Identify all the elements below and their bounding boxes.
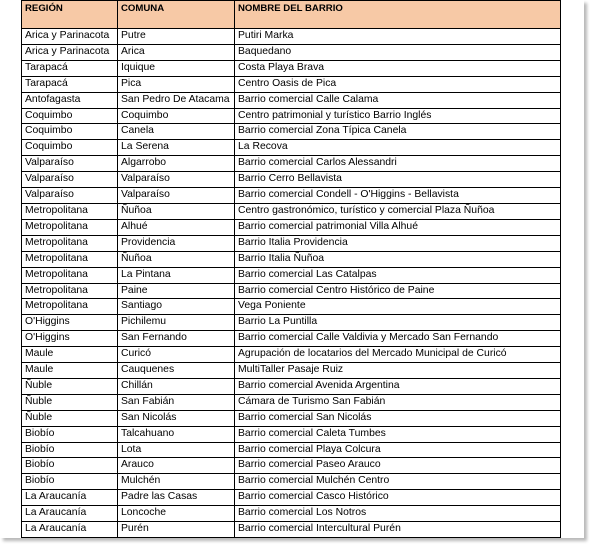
table-header [22,1,561,29]
cell-barrio: Barrio comercial Zona Típica Canela [235,124,561,140]
table-row [22,283,561,299]
cell-region: Coquimbo [22,108,118,124]
cell-region: Tarapacá [22,60,118,76]
table-row [22,29,561,45]
cell-region: Arica y Parinacota [22,44,118,60]
table-row [22,426,561,442]
cell-barrio: Barrio comercial Caleta Tumbes [235,426,561,442]
cell-barrio: Centro gastronómico, turístico y comercial Plaza Ñuñoa [235,203,561,219]
cell-region: Metropolitana [22,299,118,315]
cell-region: Ñuble [22,410,118,426]
cell-region: Antofagasta [22,92,118,108]
cell-barrio: Baquedano [235,44,561,60]
cell-region: Valparaíso [22,188,118,204]
cell-region: Valparaíso [22,156,118,172]
cell-barrio: La Recova [235,140,561,156]
header-region: REGIÓN [22,1,118,29]
table-row [22,140,561,156]
cell-region: Metropolitana [22,203,118,219]
cell-region: La Araucanía [22,522,118,538]
table-row [22,76,561,92]
table-row [22,251,561,267]
cell-comuna: Valparaíso [118,172,235,188]
table-row [22,108,561,124]
cell-barrio: Barrio comercial Carlos Alessandri [235,156,561,172]
cell-barrio: Centro Oasis de Pica [235,76,561,92]
table-row [22,172,561,188]
table-row [22,522,561,538]
table-row [22,347,561,363]
cell-comuna: Pica [118,76,235,92]
cell-barrio: Cámara de Turismo San Fabián [235,394,561,410]
cell-comuna: Ñuñoa [118,251,235,267]
table-row [22,378,561,394]
cell-region: Maule [22,347,118,363]
table-row [22,394,561,410]
table-row [22,267,561,283]
cell-comuna: Coquimbo [118,108,235,124]
cell-barrio: Barrio comercial Condell - O'Higgins - Bellavista [235,188,561,204]
cell-region: Maule [22,363,118,379]
cell-comuna: Arica [118,44,235,60]
cell-region: Valparaíso [22,172,118,188]
table-row [22,458,561,474]
cell-comuna: Curicó [118,347,235,363]
cell-region: Tarapacá [22,76,118,92]
cell-region: Ñuble [22,378,118,394]
cell-region: Metropolitana [22,251,118,267]
cell-region: Metropolitana [22,267,118,283]
table-body [22,29,561,538]
cell-comuna: Talcahuano [118,426,235,442]
cell-comuna: San Fernando [118,331,235,347]
table-row [22,188,561,204]
cell-barrio: Barrio comercial Calle Valdivia y Mercado San Fernando [235,331,561,347]
cell-region: O'Higgins [22,331,118,347]
table-row [22,442,561,458]
cell-comuna: Canela [118,124,235,140]
table-row [22,490,561,506]
cell-comuna: Iquique [118,60,235,76]
table-row [22,60,561,76]
table-row [22,474,561,490]
cell-barrio: Barrio comercial San Nicolás [235,410,561,426]
table-row [22,44,561,60]
cell-region: Ñuble [22,394,118,410]
cell-barrio: Barrio comercial Paseo Arauco [235,458,561,474]
cell-comuna: Mulchén [118,474,235,490]
table-row [22,331,561,347]
cell-barrio: MultiTaller Pasaje Ruiz [235,363,561,379]
cell-barrio: Barrio comercial Casco Histórico [235,490,561,506]
cell-barrio: Barrio comercial Mulchén Centro [235,474,561,490]
table-row [22,235,561,251]
cell-barrio: Barrio comercial Centro Histórico de Paine [235,283,561,299]
cell-barrio: Centro patrimonial y turístico Barrio Inglés [235,108,561,124]
table-row [22,92,561,108]
cell-comuna: Alhué [118,219,235,235]
cell-comuna: San Pedro De Atacama [118,92,235,108]
cell-barrio: Barrio Cerro Bellavista [235,172,561,188]
table-row [22,203,561,219]
header-row [22,1,561,29]
cell-comuna: San Nicolás [118,410,235,426]
table-row [22,156,561,172]
cell-barrio: Vega Poniente [235,299,561,315]
header-comuna: COMUNA [118,1,235,29]
cell-barrio: Barrio comercial Las Catalpas [235,267,561,283]
table-row [22,506,561,522]
table-row [22,315,561,331]
cell-comuna: Algarrobo [118,156,235,172]
cell-comuna: Pichilemu [118,315,235,331]
cell-comuna: Loncoche [118,506,235,522]
table-row [22,219,561,235]
cell-region: La Araucanía [22,506,118,522]
cell-region: Metropolitana [22,283,118,299]
cell-region: Coquimbo [22,124,118,140]
cell-barrio: Agrupación de locatarios del Mercado Municipal de Curicó [235,347,561,363]
cell-barrio: Barrio comercial Calle Calama [235,92,561,108]
cell-comuna: Cauquenes [118,363,235,379]
cell-region: Metropolitana [22,219,118,235]
cell-comuna: Putre [118,29,235,45]
cell-barrio: Barrio Italia Ñuñoa [235,251,561,267]
cell-region: Metropolitana [22,235,118,251]
cell-comuna: Chillán [118,378,235,394]
cell-barrio: Barrio comercial Avenida Argentina [235,378,561,394]
cell-region: Biobío [22,442,118,458]
cell-barrio: Putiri Marka [235,29,561,45]
cell-barrio: Barrio comercial Intercultural Purén [235,522,561,538]
cell-barrio: Barrio Italia Providencia [235,235,561,251]
cell-comuna: San Fabián [118,394,235,410]
cell-region: Coquimbo [22,140,118,156]
cell-barrio: Barrio La Puntilla [235,315,561,331]
cell-comuna: Padre las Casas [118,490,235,506]
cell-comuna: La Serena [118,140,235,156]
cell-region: Biobío [22,426,118,442]
cell-comuna: Arauco [118,458,235,474]
cell-comuna: La Pintana [118,267,235,283]
cell-region: Biobío [22,474,118,490]
cell-comuna: Providencia [118,235,235,251]
cell-comuna: Paine [118,283,235,299]
barrios-table [21,0,561,538]
cell-comuna: Valparaíso [118,188,235,204]
table-row [22,363,561,379]
cell-region: Biobío [22,458,118,474]
table-row [22,410,561,426]
cell-comuna: Ñuñoa [118,203,235,219]
table-row [22,124,561,140]
cell-region: Arica y Parinacota [22,29,118,45]
header-nombre-del-barrio: NOMBRE DEL BARRIO [235,1,561,29]
cell-barrio: Barrio comercial Playa Colcura [235,442,561,458]
cell-barrio: Barrio comercial patrimonial Villa Alhué [235,219,561,235]
cell-region: La Araucanía [22,490,118,506]
cell-comuna: Santiago [118,299,235,315]
cell-barrio: Barrio comercial Los Notros [235,506,561,522]
cell-comuna: Lota [118,442,235,458]
table-row [22,299,561,315]
cell-region: O'Higgins [22,315,118,331]
cell-barrio: Costa Playa Brava [235,60,561,76]
cell-comuna: Purén [118,522,235,538]
